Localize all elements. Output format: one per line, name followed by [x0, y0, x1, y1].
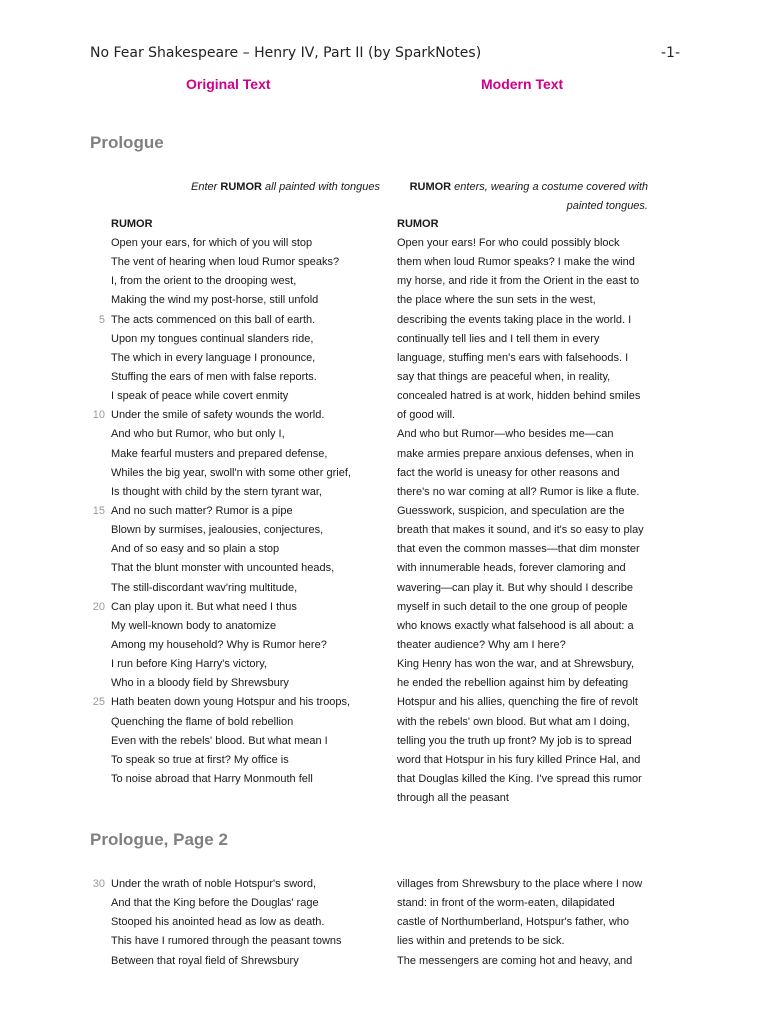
- verse-line: [111, 952, 381, 971]
- line-number: 25: [92, 696, 105, 709]
- modern-line: through all the peasant: [397, 792, 509, 805]
- verse-text: Under the wrath of noble Hotspur's sword,: [111, 878, 317, 890]
- modern-line: with innumerable heads, forever clamoring and: [397, 562, 626, 575]
- original-text-lines-page2: [92, 875, 381, 971]
- verse-text: Under the smile of safety wounds the world.: [111, 409, 325, 422]
- verse-text: And of so easy and so plain a stop: [111, 543, 280, 556]
- verse-text: Make fearful musters and prepared defense,: [111, 447, 328, 460]
- original-text-heading: Original Text: [186, 76, 271, 92]
- modern-line: fact the world is uneasy for other reasons and: [397, 466, 620, 479]
- modern-line: that even the common masses—that dim monster: [397, 543, 640, 556]
- verse-line: [111, 349, 381, 368]
- verse-line: [111, 387, 381, 406]
- verse-text: The still-discordant wav'ring multitude,: [111, 581, 298, 594]
- verse-text: Upon my tongues continual slanders ride,: [111, 332, 314, 345]
- verse-line: [111, 636, 381, 655]
- speaker-original: RUMOR: [111, 218, 153, 230]
- verse-line: [111, 234, 381, 253]
- verse-line: [92, 598, 381, 617]
- modern-line: wavering—can play it. But why should I describe: [397, 581, 634, 594]
- verse-line: [111, 330, 381, 349]
- modern-line: the place where the sun sets in the west,: [397, 294, 596, 307]
- verse-text: Quenching the flame of bold rebellion: [111, 715, 294, 728]
- verse-text: To speak so true at first? My office is: [111, 753, 289, 766]
- verse-text: I, from the orient to the drooping west,: [111, 275, 297, 288]
- document-title: No Fear Shakespeare – Henry IV, Part II (by SparkNotes): [90, 45, 482, 61]
- modern-line: Open your ears! For who could possibly block: [397, 237, 620, 249]
- verse-line: [111, 483, 381, 502]
- verse-text: Hath beaten down young Hotspur and his troops,: [111, 696, 351, 709]
- modern-line: word that Hotspur in his fury killed Prince Hal, and: [397, 753, 641, 766]
- verse-line: [111, 521, 381, 540]
- verse-line: [111, 713, 381, 732]
- modern-line: he ended the rebellion against him by defeating: [397, 677, 629, 690]
- page-number: -1-: [660, 45, 680, 61]
- original-text-lines: [92, 234, 381, 789]
- modern-line: And who but Rumor—who besides me—can: [397, 428, 614, 441]
- verse-line: [111, 617, 381, 636]
- verse-text: Even with the rebels' blood. But what mean I: [111, 734, 328, 747]
- verse-line: [92, 693, 381, 712]
- modern-line: describing the events taking place in the world. I: [397, 313, 632, 326]
- modern-line: Hotspur and his allies, quenching the fire of revolt: [397, 696, 638, 709]
- verse-line: [111, 253, 381, 272]
- verse-line: [111, 425, 381, 444]
- verse-text: Making the wind my post-horse, still unfold: [111, 294, 319, 307]
- verse-line: [111, 559, 381, 578]
- verse-line: [111, 368, 381, 387]
- modern-line: who knows exactly what falsehood is all about: a: [397, 619, 634, 632]
- prologue-page2-heading: Prologue, Page 2: [90, 830, 228, 849]
- verse-text: This have I rumored through the peasant towns: [111, 935, 342, 948]
- verse-text: Is thought with child by the stern tyrant war,: [111, 485, 322, 498]
- modern-line: make armies prepare anxious defenses, when in: [397, 447, 634, 460]
- modern-line: lies within and pretends to be sick.: [397, 935, 565, 948]
- verse-line: [111, 674, 381, 693]
- verse-text: To noise abroad that Harry Monmouth fell: [111, 772, 313, 785]
- modern-line: there's no war coming at all? Rumor is like a flute.: [397, 485, 640, 498]
- modern-line: The messengers are coming hot and heavy, and: [397, 954, 633, 967]
- verse-line: [98, 311, 381, 330]
- verse-line: [92, 406, 381, 425]
- verse-line: [92, 875, 381, 894]
- verse-line: [111, 464, 381, 483]
- verse-text: My well-known body to anatomize: [111, 619, 277, 632]
- modern-line: telling you the truth up front? My job is to spread: [397, 734, 632, 747]
- modern-line: my horse, and ride it from the Orient in the east to: [397, 275, 640, 288]
- stage-direction-modern: RUMOR enters, wearing a costume covered with painted tongues.: [409, 181, 648, 212]
- modern-text-lines-page2: [397, 875, 657, 971]
- modern-line: with the rebels' own blood. But what am I doing,: [397, 715, 630, 728]
- modern-line: that Douglas killed the King. I've spread this rumor: [397, 772, 642, 785]
- verse-line: [111, 932, 381, 951]
- modern-line: stand: in front of the worm-eaten, dilapidated: [397, 897, 615, 910]
- verse-line: [111, 291, 381, 310]
- modern-line: concealed hatred is at work, hidden behind smiles: [397, 390, 641, 403]
- stage-direction-original: Enter RUMOR all painted with tongues: [191, 181, 380, 193]
- line-number: 10: [92, 409, 105, 422]
- verse-line: [92, 502, 381, 521]
- modern-line: Guesswork, suspicion, and speculation are the: [397, 504, 625, 517]
- verse-line: [111, 655, 381, 674]
- verse-text: Open your ears, for which of you will stop: [111, 237, 313, 249]
- verse-text: Whiles the big year, swoll'n with some other grief,: [111, 466, 351, 479]
- verse-line: [111, 540, 381, 559]
- page-header: [90, 45, 680, 65]
- modern-line: breath that makes it sound, and it's so easy to play: [397, 524, 644, 537]
- prologue-heading: Prologue: [90, 133, 164, 152]
- verse-line: [111, 751, 381, 770]
- modern-line: theater audience? Why am I here?: [397, 638, 566, 651]
- modern-line: them when loud Rumor speaks? I make the wind: [397, 256, 635, 269]
- verse-line: [111, 272, 381, 291]
- verse-text: I speak of peace while covert enmity: [111, 390, 289, 403]
- verse-text: That the blunt monster with uncounted heads,: [111, 562, 335, 575]
- verse-line: [111, 770, 381, 789]
- verse-text: The acts commenced on this ball of earth.: [111, 313, 316, 326]
- verse-line: [111, 913, 381, 932]
- speaker-modern: RUMOR: [397, 218, 439, 230]
- verse-line: [111, 732, 381, 751]
- verse-text: Can play upon it. But what need I thus: [111, 600, 297, 613]
- verse-line: [111, 579, 381, 598]
- modern-line: castle of Northumberland, Hotspur's father, who: [397, 916, 629, 929]
- verse-line: [111, 894, 381, 913]
- verse-text: Stooped his anointed head as low as death.: [111, 916, 325, 929]
- modern-line: myself in such detail to the one group of people: [397, 600, 628, 613]
- verse-text: Between that royal field of Shrewsbury: [111, 954, 299, 967]
- line-number: 5: [98, 313, 105, 326]
- verse-text: Who in a bloody field by Shrewsbury: [111, 677, 289, 690]
- modern-line: language, stuffing men's ears with falsehoods. I: [397, 351, 629, 364]
- verse-text: And no such matter? Rumor is a pipe: [111, 504, 293, 517]
- verse-text: Among my household? Why is Rumor here?: [111, 638, 327, 651]
- line-number: 30: [92, 878, 105, 890]
- modern-line: villages from Shrewsbury to the place where I now: [397, 878, 643, 890]
- verse-text: And who but Rumor, who but only I,: [111, 428, 285, 441]
- verse-text: I run before King Harry's victory,: [111, 658, 267, 671]
- verse-text: The vent of hearing when loud Rumor speaks?: [111, 256, 340, 269]
- line-number: 15: [92, 504, 105, 517]
- modern-line: say that things are peaceful when, in reality,: [397, 370, 611, 383]
- modern-text-heading: Modern Text: [481, 76, 564, 92]
- verse-text: The which in every language I pronounce,: [111, 351, 316, 364]
- modern-line: of good will.: [397, 409, 456, 422]
- verse-line: [111, 445, 381, 464]
- verse-text: Stuffing the ears of men with false reports.: [111, 370, 317, 383]
- verse-text: Blown by surmises, jealousies, conjectures,: [111, 524, 324, 537]
- verse-text: And that the King before the Douglas' rage: [111, 897, 319, 910]
- modern-text-lines: [397, 234, 657, 808]
- modern-line: King Henry has won the war, and at Shrewsbury,: [397, 658, 635, 671]
- modern-line: continually tell lies and I tell them in every: [397, 332, 600, 345]
- line-number: 20: [92, 600, 105, 613]
